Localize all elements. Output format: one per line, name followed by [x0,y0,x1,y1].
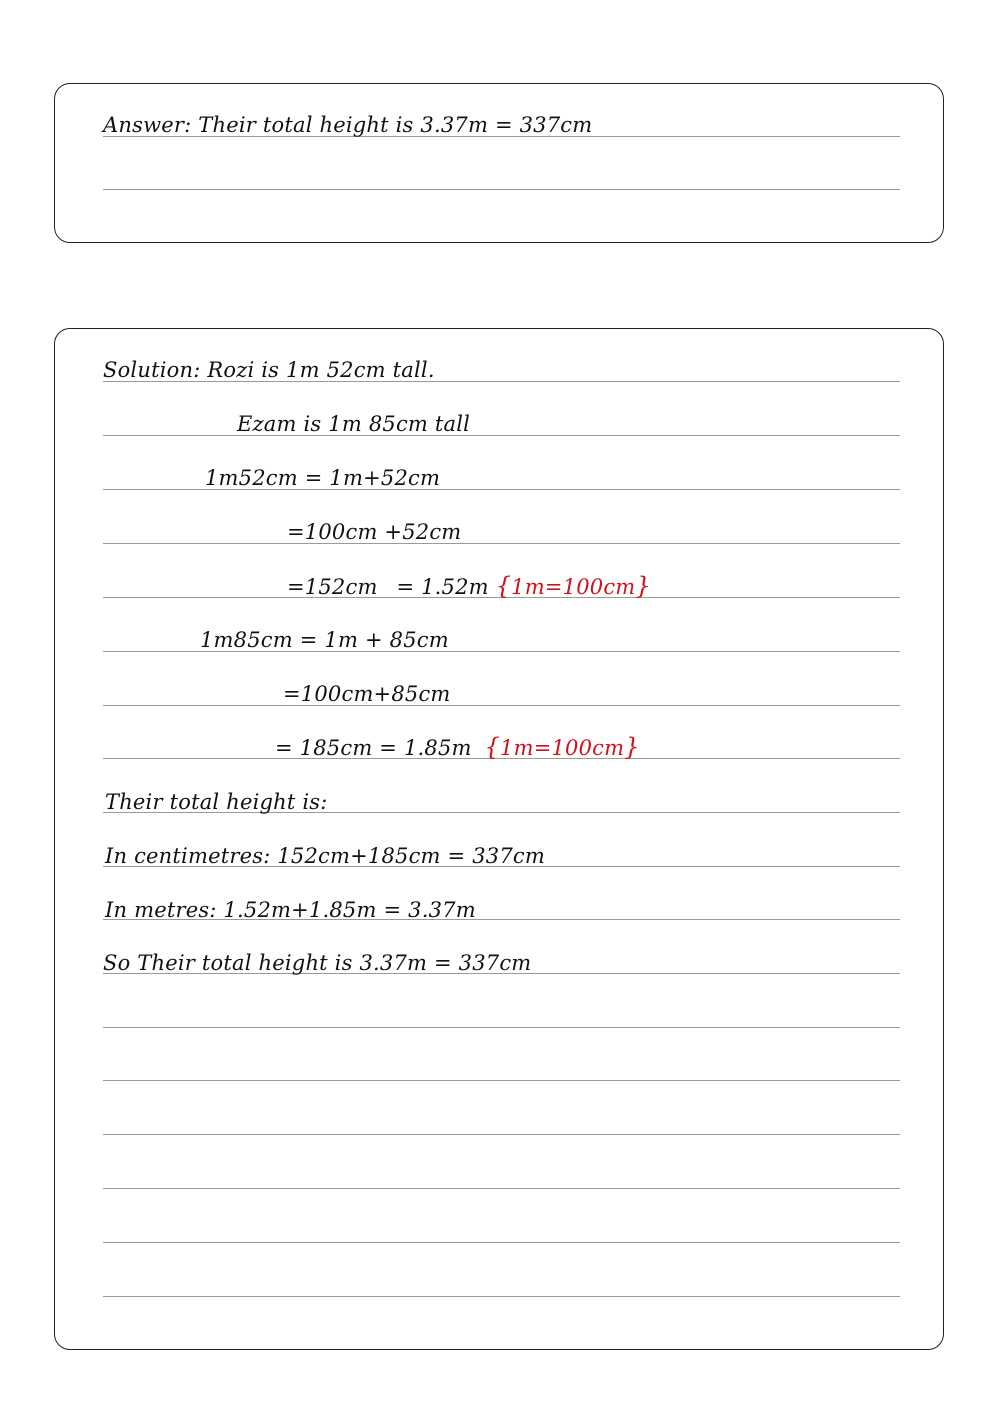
solution-line: Their total height is: [105,790,328,814]
solution-line: Ezam is 1m 85cm tall [237,412,471,436]
solution-rule [103,1188,900,1189]
solution-line: In metres: 1.52m+1.85m = 3.37m [105,898,476,922]
equation-part: = 185cm = 1.85m [275,736,472,760]
answer-rule [103,189,900,190]
solution-rule [103,1134,900,1135]
solution-rule [103,1080,900,1081]
solution-line: So Their total height is 3.37m = 337cm [103,951,532,975]
unit-note: 1m=100cm [511,575,636,599]
solution-line: 1m85cm = 1m + 85cm [200,628,449,652]
solution-line: Solution: Rozi is 1m 52cm tall. [103,358,435,382]
answer-box [54,83,944,243]
equation-part: =152cm [287,575,378,599]
solution-rule [103,1242,900,1243]
brace-close: } [624,733,640,761]
solution-line [287,574,651,599]
solution-rule [103,435,900,436]
solution-line: =100cm +52cm [287,520,462,544]
solution-rule [103,1296,900,1297]
solution-line [275,735,640,760]
solution-rule [103,1027,900,1028]
solution-rule [103,705,900,706]
brace-open: { [484,733,501,761]
brace-open: { [495,572,512,600]
brace-close: } [635,572,651,600]
solution-rule [103,543,900,544]
answer-text: Answer: Their total height is 3.37m = 337cm [103,113,593,137]
solution-line: 1m52cm = 1m+52cm [205,466,441,490]
unit-note: 1m=100cm [500,736,625,760]
solution-line: =100cm+85cm [283,682,451,706]
equation-part: = 1.52m [396,575,489,599]
solution-box [54,328,944,1350]
solution-line: In centimetres: 152cm+185cm = 337cm [105,844,545,868]
